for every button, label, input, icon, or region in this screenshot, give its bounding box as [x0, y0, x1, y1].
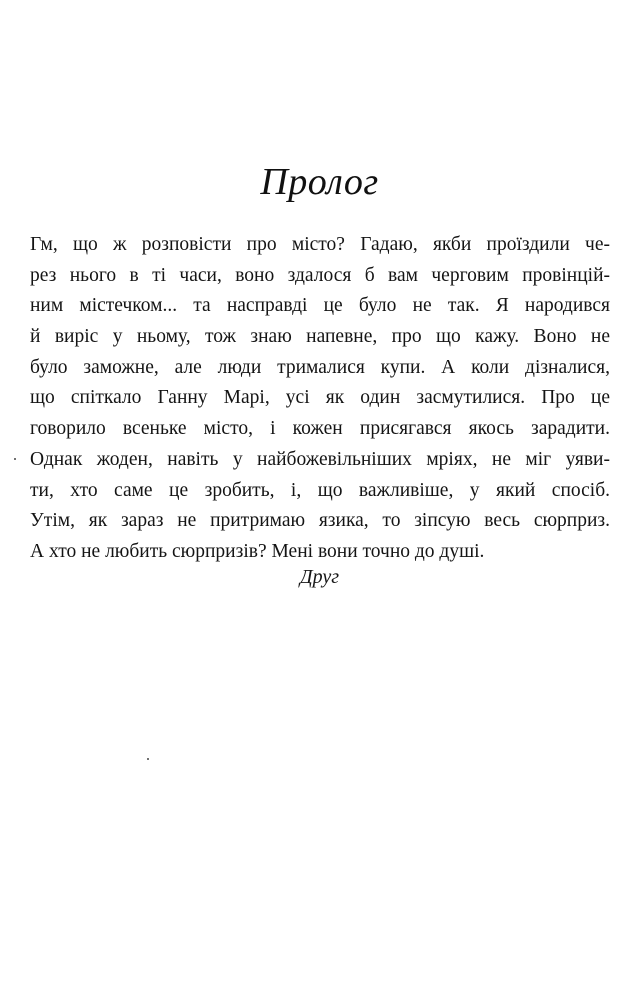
text-line: Гм, що ж розповісти про місто? Гадаю, якби проїздили че-: [30, 234, 610, 255]
prologue-text: [30, 230, 610, 568]
signature: Друг: [299, 566, 340, 588]
text-line: ти, хто саме це зробить, і, що важливіше, у який спосіб.: [30, 479, 610, 501]
text-line: й виріс у ньому, тож знаю напевне, про що кажу. Воно не: [30, 326, 610, 348]
text-line: що спіткало Ганну Марі, усі як один засмутилися. Про це: [30, 387, 610, 409]
text-line: було заможне, але люди трималися купи. А коли дізналися,: [30, 356, 610, 378]
text-line: говорило всеньке місто, і кожен присягався якось зарадити.: [30, 418, 610, 440]
text-line: Утім, як зараз не притримаю язика, то зіпсую весь сюрприз.: [30, 510, 610, 532]
text-line: ним містечком... та насправді це було не так. Я народився: [30, 295, 610, 317]
chapter-title: Пролог: [260, 161, 379, 203]
scan-speck: [14, 458, 16, 460]
text-line: рез нього в ті часи, воно здалося б вам черговим провінцій-: [30, 264, 610, 286]
text-line: А хто не любить сюрпризів? Мені вони точно до душі.: [30, 540, 485, 562]
text-line: Однак жоден, навіть у найбожевільніших мріях, не міг уяви-: [30, 448, 610, 470]
scan-speck: [147, 758, 149, 760]
